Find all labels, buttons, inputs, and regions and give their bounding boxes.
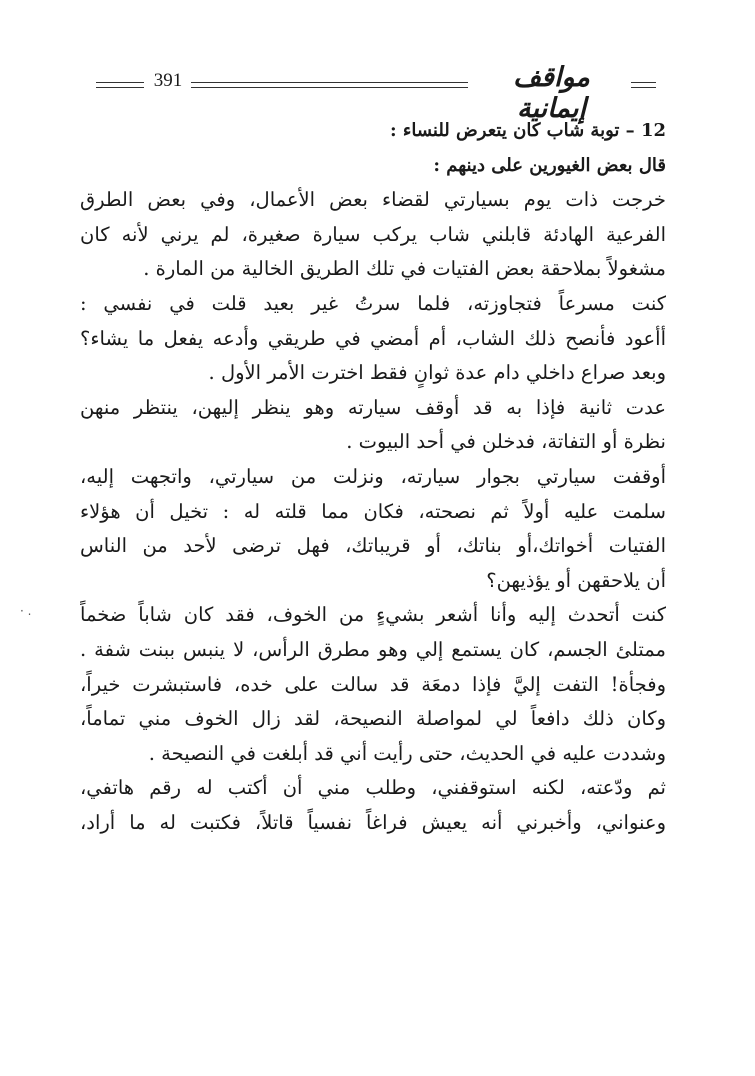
page-header <box>96 62 656 124</box>
body-text <box>80 114 666 840</box>
text-line: وعنواني، وأخبرني أنه يعيش فراغاً نفسياً قاتلاً، فكتبت له ما أراد، <box>80 810 666 834</box>
text-line: أوقفت سيارتي بجوار سيارته، ونزلت من سيارتي، واتجهت إليه، <box>80 464 666 488</box>
header-rule-middle <box>191 82 468 88</box>
text-line: وكان ذلك دافعاً لي لمواصلة النصيحة، لقد زال الخوف مني تماماً، <box>80 707 666 731</box>
running-title: مواقف إيمانية <box>513 62 590 124</box>
text-line: وفجأة! التفت إليَّ فإذا دمعَة قد سالت على خده، فاستبشرت خيراً، <box>80 672 666 696</box>
text-line: ممتلئ الجسم، كان يستمع إلي وهو مطرق الرأس، لا ينبس ببنت شفة . <box>80 637 666 661</box>
page-number: 391 <box>153 70 183 91</box>
text-line: خرجت ذات يوم بسيارتي لقضاء بعض الأعمال، وفي بعض الطرق <box>80 188 666 212</box>
text-line: سلمت عليه أولاً ثم نصحته، فكان مما قلته له : تخيل أن هؤلاء <box>80 499 666 523</box>
header-rule-left <box>96 82 144 88</box>
text-line: ثم ودّعته، لكنه استوقفني، وطلب مني أن أكتب له رقم هاتفي، <box>80 776 666 800</box>
text-line: عدت ثانية فإذا به قد أوقف سيارته وهو ينظر إليهن، ينتظر منهن <box>80 395 666 419</box>
text-line: كنت أتحدث إليه وأنا أشعر بشيءٍ من الخوف، فقد كان شاباً ضخماً <box>80 603 666 627</box>
text-line: الفتيات أخواتك،أو بناتك، أو قريباتك، فهل ترضى لأحد من الناس <box>80 534 666 558</box>
section-heading-line: 12 – توبة شاب كان يتعرض للنساء : <box>389 120 666 141</box>
text-line: نظرة أو التفاتة، فدخلن في أحد البيوت . <box>346 430 666 454</box>
text-line: وشددت عليه في الحديث، حتى رأيت أني قد أبلغت في النصيحة . <box>148 741 666 765</box>
text-line: الفرعية الهادئة قابلني شاب يركب سيارة صغيرة، لم يرني لأنه كان <box>80 222 666 246</box>
text-line: وبعد صراع داخلي دام عدة ثوانٍ فقط اخترت الأمر الأول . <box>208 361 666 385</box>
text-line: أن يلاحقهن أو يؤذيهن؟ <box>486 568 666 592</box>
text-line: أأعود فأنصح ذلك الشاب، أم أمضي في طريقي وأدعه يفعل ما يشاء؟ <box>80 326 666 350</box>
section-heading-line: قال بعض الغيورين على دينهم : <box>433 154 666 176</box>
text-line: كنت مسرعاً فتجاوزته، فلما سرتُ غير بعيد قلت في نفسي : <box>80 291 666 315</box>
text-line: مشغولاً بملاحقة بعض الفتيات في تلك الطريق الخالية من المارة . <box>143 257 666 281</box>
margin-speck-mark: · . <box>20 604 32 618</box>
header-rule-right <box>631 82 656 88</box>
